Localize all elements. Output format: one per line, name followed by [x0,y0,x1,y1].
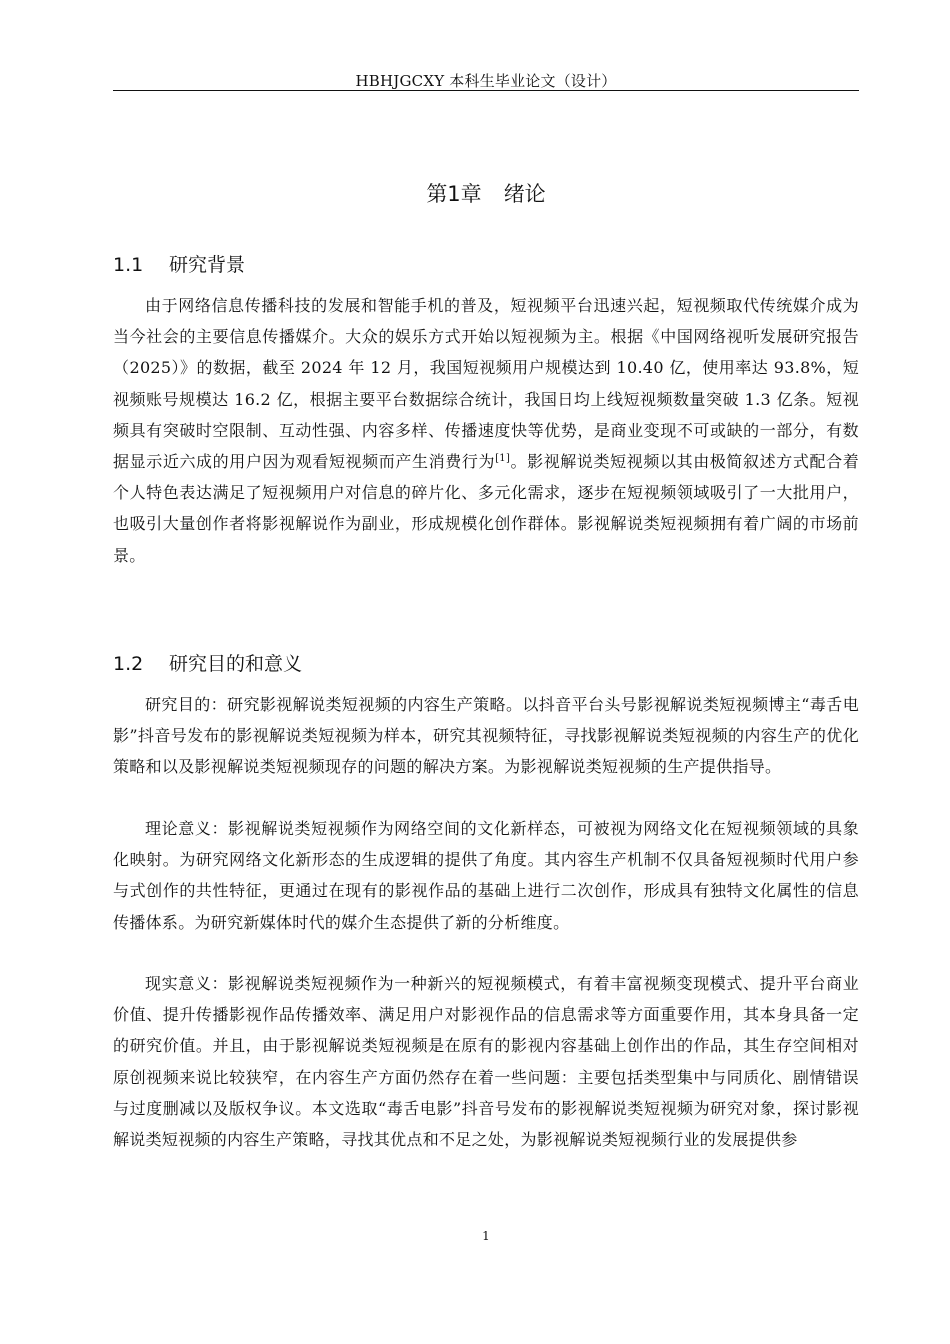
page-number: 1 [482,1229,490,1243]
citation-ref: [1] [495,453,511,465]
paragraph-text: 。影视解说类短视频以其由极简叙述方式配合着个人特色表达满足了短视频用户对信息的碎片化、多元化需求，逐步在短视频领域吸引了一大批用户，也吸引大量创作者将影视解说作为副业，形成规模化创作群体。影视解说类短视频拥有着广阔的市场前景。 [113,452,859,565]
section-heading-1-2 [113,650,859,678]
section-title: 研究目的和意义 [169,653,303,675]
chapter-name: 绪论 [503,182,546,206]
section-number: 1.1 [113,254,144,276]
section-number: 1.2 [113,653,144,675]
paragraph-practical-significance: 现实意义：影视解说类短视频作为一种新兴的短视频模式，有着丰富视频变现模式、提升平台商业价值、提升传播影视作品传播效率、满足用户对影视作品的信息需求等方面重要作用，其本身具备一定的研究价值。并且，由于影视解说类短视频是在原有的影视内容基础上创作出的作品，其生存空间相对原创视频来说比较狭窄，在内容生产方面仍然存在着一些问题：主要包括类型集中与同质化、剧情错误与过度删减以及版权争议。本文选取“毒舌电影”抖音号发布的影视解说类短视频为研究对象，探讨影视解说类短视频的内容生产策略，寻找其优点和不足之处，为影视解说类短视频行业的发展提供参 [113,974,859,1150]
header-divider [113,90,859,91]
running-header: HBHJGCXY 本科生毕业论文（设计） [355,72,617,90]
section-title: 研究背景 [169,254,246,276]
paragraph-text: 由于网络信息传播科技的发展和智能手机的普及，短视频平台迅速兴起，短视频取代传统媒介成为当今社会的主要信息传播媒介。大众的娱乐方式开始以短视频为主。根据《中国网络视听发展研究报告（2025）》的数据，截至 2024 年 12 月，我国短视频用户规模达到 10.40 亿，使用率达 93.8%，短视频账号规模达 16.2 亿，根据主要平台数据综合统计，我国日均上线短视频数量突破 1.3 亿条。短视频具有突破时空限制、互动性强、内容多样、传播速度快等优势，是商业变现不可或缺的一部分，有数据显示近六成的用户因为观看短视频而产生消费行为 [113,296,859,472]
paragraph-theoretical-significance: 理论意义：影视解说类短视频作为网络空间的文化新样态，可被视为网络文化在短视频领域的具象化映射。为研究网络文化新形态的生成逻辑的提供了角度。其内容生产机制不仅具备短视频时代用户参与式创作的共性特征，更通过在现有的影视作品的基础上进行二次创作，形成具有独特文化属性的信息传播体系。为研究新媒体时代的媒介生态提供了新的分析维度。 [113,819,859,932]
paragraph-research-background [113,290,859,571]
paragraph-research-purpose: 研究目的：研究影视解说类短视频的内容生产策略。以抖音平台头号影视解说类短视频博主“毒舌电影”抖音号发布的影视解说类短视频为样本，研究其视频特征，寻找影视解说类短视频的内容生产的优化策略和以及影视解说类短视频现存的问题的解决方案。为影视解说类短视频的生产提供指导。 [113,695,859,777]
section-heading-1-1 [113,251,859,279]
chapter-number: 第1章 [426,182,482,206]
chapter-title [113,178,859,210]
